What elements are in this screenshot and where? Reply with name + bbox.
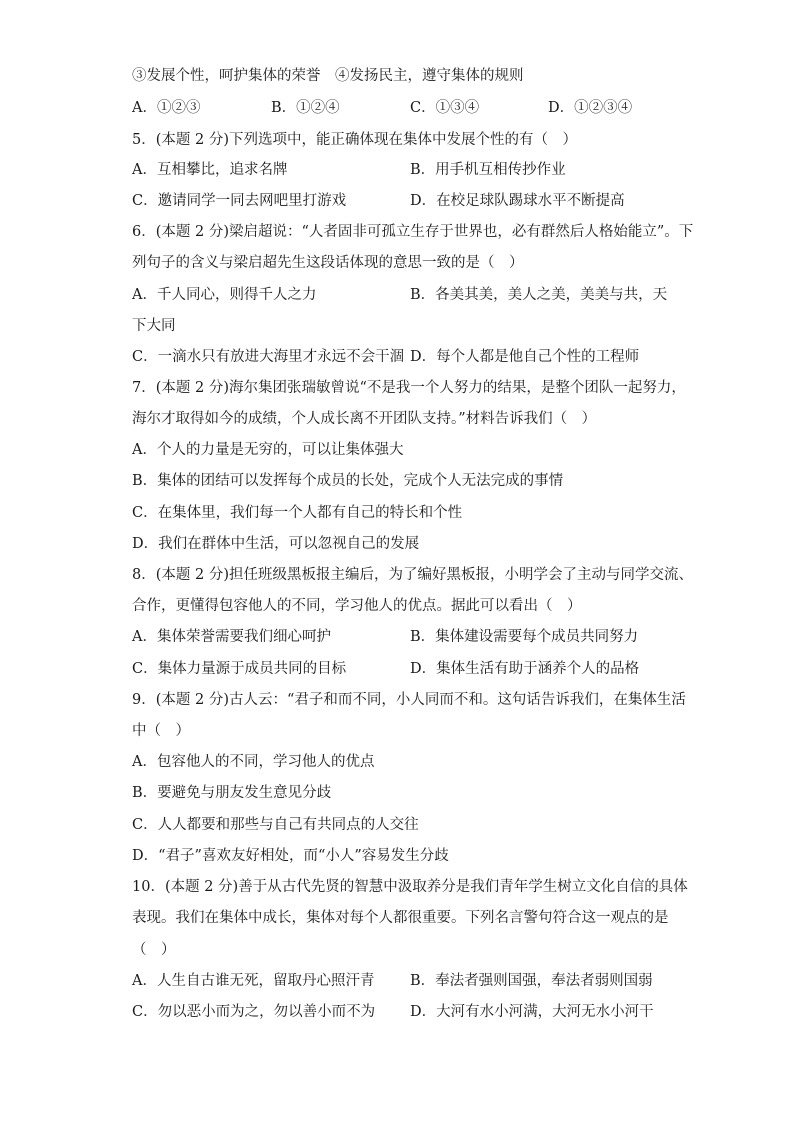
q10-stem-line1: 10．(本题 2 分)善于从古代先贤的智慧中汲取养分是我们青年学生树立文化自信的具体 (132, 879, 688, 895)
q7-stem-line2: 海尔才取得如今的成绩，个人成长离不开团队支持。”材料告诉我们（ ） (132, 411, 597, 427)
q9-option-a: A．包容他人的不同，学习他人的优点 (132, 754, 375, 770)
q5-option-b: B．用手机互相传抄作业 (410, 162, 566, 178)
q6-stem-line2: 列句子的含义与梁启超先生这段话体现的意思一致的是（ ） (132, 255, 524, 271)
q8-option-a: A．集体荣誉需要我们细心呵护 (132, 629, 331, 645)
q10-stem-line3: （ ） (132, 942, 176, 958)
q7-option-c: C．在集体里，我们每一个人都有自己的特长和个性 (132, 505, 463, 521)
q5-option-c: C．邀请同学一同去网吧里打游戏 (132, 193, 347, 209)
q10-option-d: D．大河有水小河满，大河无水小河干 (410, 1004, 654, 1020)
q9-option-b: B．要避免与朋友发生意见分歧 (132, 785, 332, 801)
q4-option-d: D．①②③④ (548, 100, 633, 116)
q6-option-d: D．每个人都是他自己个性的工程师 (410, 349, 640, 365)
q6-option-c: C．一滴水只有放进大海里才永远不会干涸 (132, 349, 405, 365)
q8-stem-line1: 8．(本题 2 分)担任班级黑板报主编后，为了编好黑板报，小明学会了主动与同学交流、 (132, 567, 693, 583)
q8-stem-line2: 合作，更懂得包容他人的不同，学习他人的优点。据此可以看出（ ） (132, 598, 582, 614)
q4-option-b: B．①②④ (271, 100, 340, 116)
q9-option-d: D．“君子”喜欢友好相处，而“小人”容易发生分歧 (132, 848, 449, 864)
q4-options-line: ③发展个性，呵护集体的荣誉 ④发扬民主，遵守集体的规则 (132, 68, 524, 84)
q6-stem-line1: 6．(本题 2 分)梁启超说：“人者固非可孤立生存于世界也，必有群然后人格始能立”。下 (132, 224, 694, 240)
q10-option-b: B．奉法者强则国强，奉法者弱则国弱 (410, 973, 653, 989)
q7-option-b: B．集体的团结可以发挥每个成员的长处，完成个人无法完成的事情 (132, 473, 564, 489)
q5-option-d: D．在校足球队踢球水平不断提高 (410, 193, 625, 209)
q7-stem-line1: 7．(本题 2 分)海尔集团张瑞敏曾说“不是我一个人努力的结果，是整个团队一起努力， (132, 380, 686, 396)
q5-option-a: A．互相攀比，追求名牌 (132, 162, 288, 178)
q8-option-d: D．集体生活有助于涵养个人的品格 (410, 661, 640, 677)
q9-stem-line1: 9．(本题 2 分)古人云：“君子和而不同，小人同而不和。这句话告诉我们，在集体生活 (132, 692, 686, 708)
q7-option-d: D．我们在群体中生活，可以忽视自己的发展 (132, 536, 420, 552)
q7-option-a: A．个人的力量是无穷的，可以让集体强大 (132, 442, 404, 458)
q4-option-a: A．①②③ (132, 100, 201, 116)
q5-stem: 5．(本题 2 分)下列选项中，能正确体现在集体中发展个性的有（ ） (132, 132, 577, 148)
q10-stem-line2: 表现。我们在集体中成长，集体对每个人都很重要。下列名言警句符合这一观点的是 (132, 910, 669, 926)
q9-stem-line2: 中（ ） (132, 723, 190, 739)
q9-option-c: C．人人都要和那些与自己有共同点的人交往 (132, 817, 419, 833)
q6-option-a: A．千人同心，则得千人之力 (132, 287, 317, 303)
q10-option-a: A．人生自古谁无死，留取丹心照汗青 (132, 973, 375, 989)
q4-option-c: C．①③④ (410, 100, 480, 116)
q8-option-c: C．集体力量源于成员共同的目标 (132, 661, 347, 677)
q6-option-b-continued: 下大同 (132, 318, 176, 334)
q10-option-c: C．勿以恶小而为之，勿以善小而不为 (132, 1004, 376, 1020)
q8-option-b: B．集体建设需要每个成员共同努力 (410, 629, 639, 645)
q6-option-b: B．各美其美，美人之美，美美与共，天 (410, 287, 668, 303)
